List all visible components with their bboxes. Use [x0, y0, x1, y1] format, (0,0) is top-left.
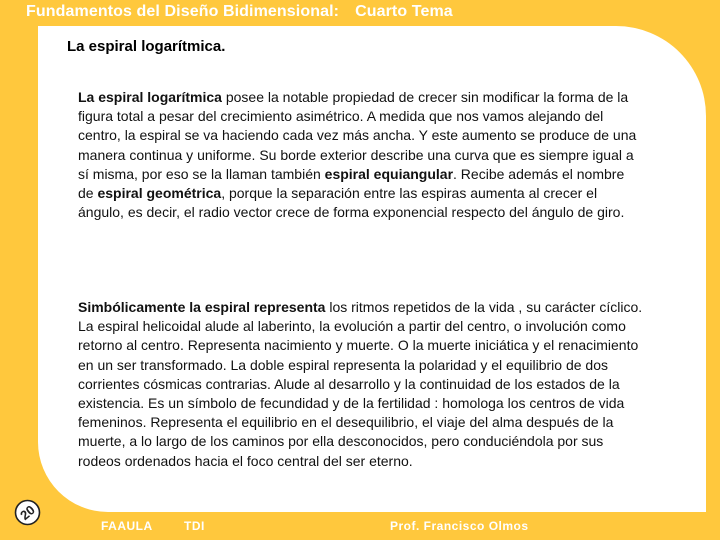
slide-title: La espiral logarítmica. — [67, 38, 226, 55]
text-segment: posee la notable propiedad de crecer sin modificar la forma de la figura total a pesar del crecimiento asimétrico. A medida que nos vamos alejando del centro, la espiral se va haciendo cada vez más ancha. Y este aumento se produce de una manera continua y uniforme. Su borde exterior describe una curva que es siempre igual a sí misma, por eso se la llaman también — [78, 89, 637, 182]
footer-professor: Prof. Francisco Olmos — [390, 519, 529, 533]
course-title: Fundamentos del Diseño Bidimensional: — [26, 3, 340, 20]
term-geometric-spiral: espiral geométrica — [97, 185, 222, 202]
topic-title: Cuarto Tema — [355, 3, 453, 20]
footer-school: FAAULA — [101, 519, 153, 533]
paragraph-symbolism — [78, 298, 643, 471]
footer-program: TDI — [184, 519, 205, 533]
slide-header — [26, 3, 453, 25]
text-segment: . Recibe además el nombre de — [78, 165, 625, 202]
term-equiangular-spiral: espiral equiangular — [324, 165, 454, 182]
text-segment: , porque la separación entre las espiras aumenta al crecer el ángulo, es decir, el radio vector crece de forma exponencial respecto del ángulo de giro. — [78, 185, 625, 221]
term-symbolism: Simbólicamente la espiral representa — [78, 299, 326, 315]
text-segment: los ritmos repetidos de la vida , su carácter cíclico. La espiral helicoidal alude al laberinto, la evolución a partir del centro, o involución como retorno al centro. Representa nacimiento y muerte. O la muerte iniciática y el renacimiento en un ser transformado. La doble espiral representa la polaridad y el equilibrio de dos corrientes cósmicas contrarias. Alude al desarrollo y la continuidad de los estados de la existencia. Es un símbolo de fecundidad y de la fertilidad : homologa los centros de vida femeninos. Representa el equilibrio en el desequilibrio, el viaje del alma después de la muerte, a lo largo de los caminos por ella desconocidos, pero conduciéndola por sus rodeos ordenados hacia el foco central del ser eterno. — [78, 299, 643, 469]
page-number-badge — [14, 499, 41, 526]
page-number: 20 — [17, 502, 38, 523]
paragraph-definition — [78, 88, 638, 222]
term-logarithmic-spiral: La espiral logarítmica — [78, 89, 222, 105]
